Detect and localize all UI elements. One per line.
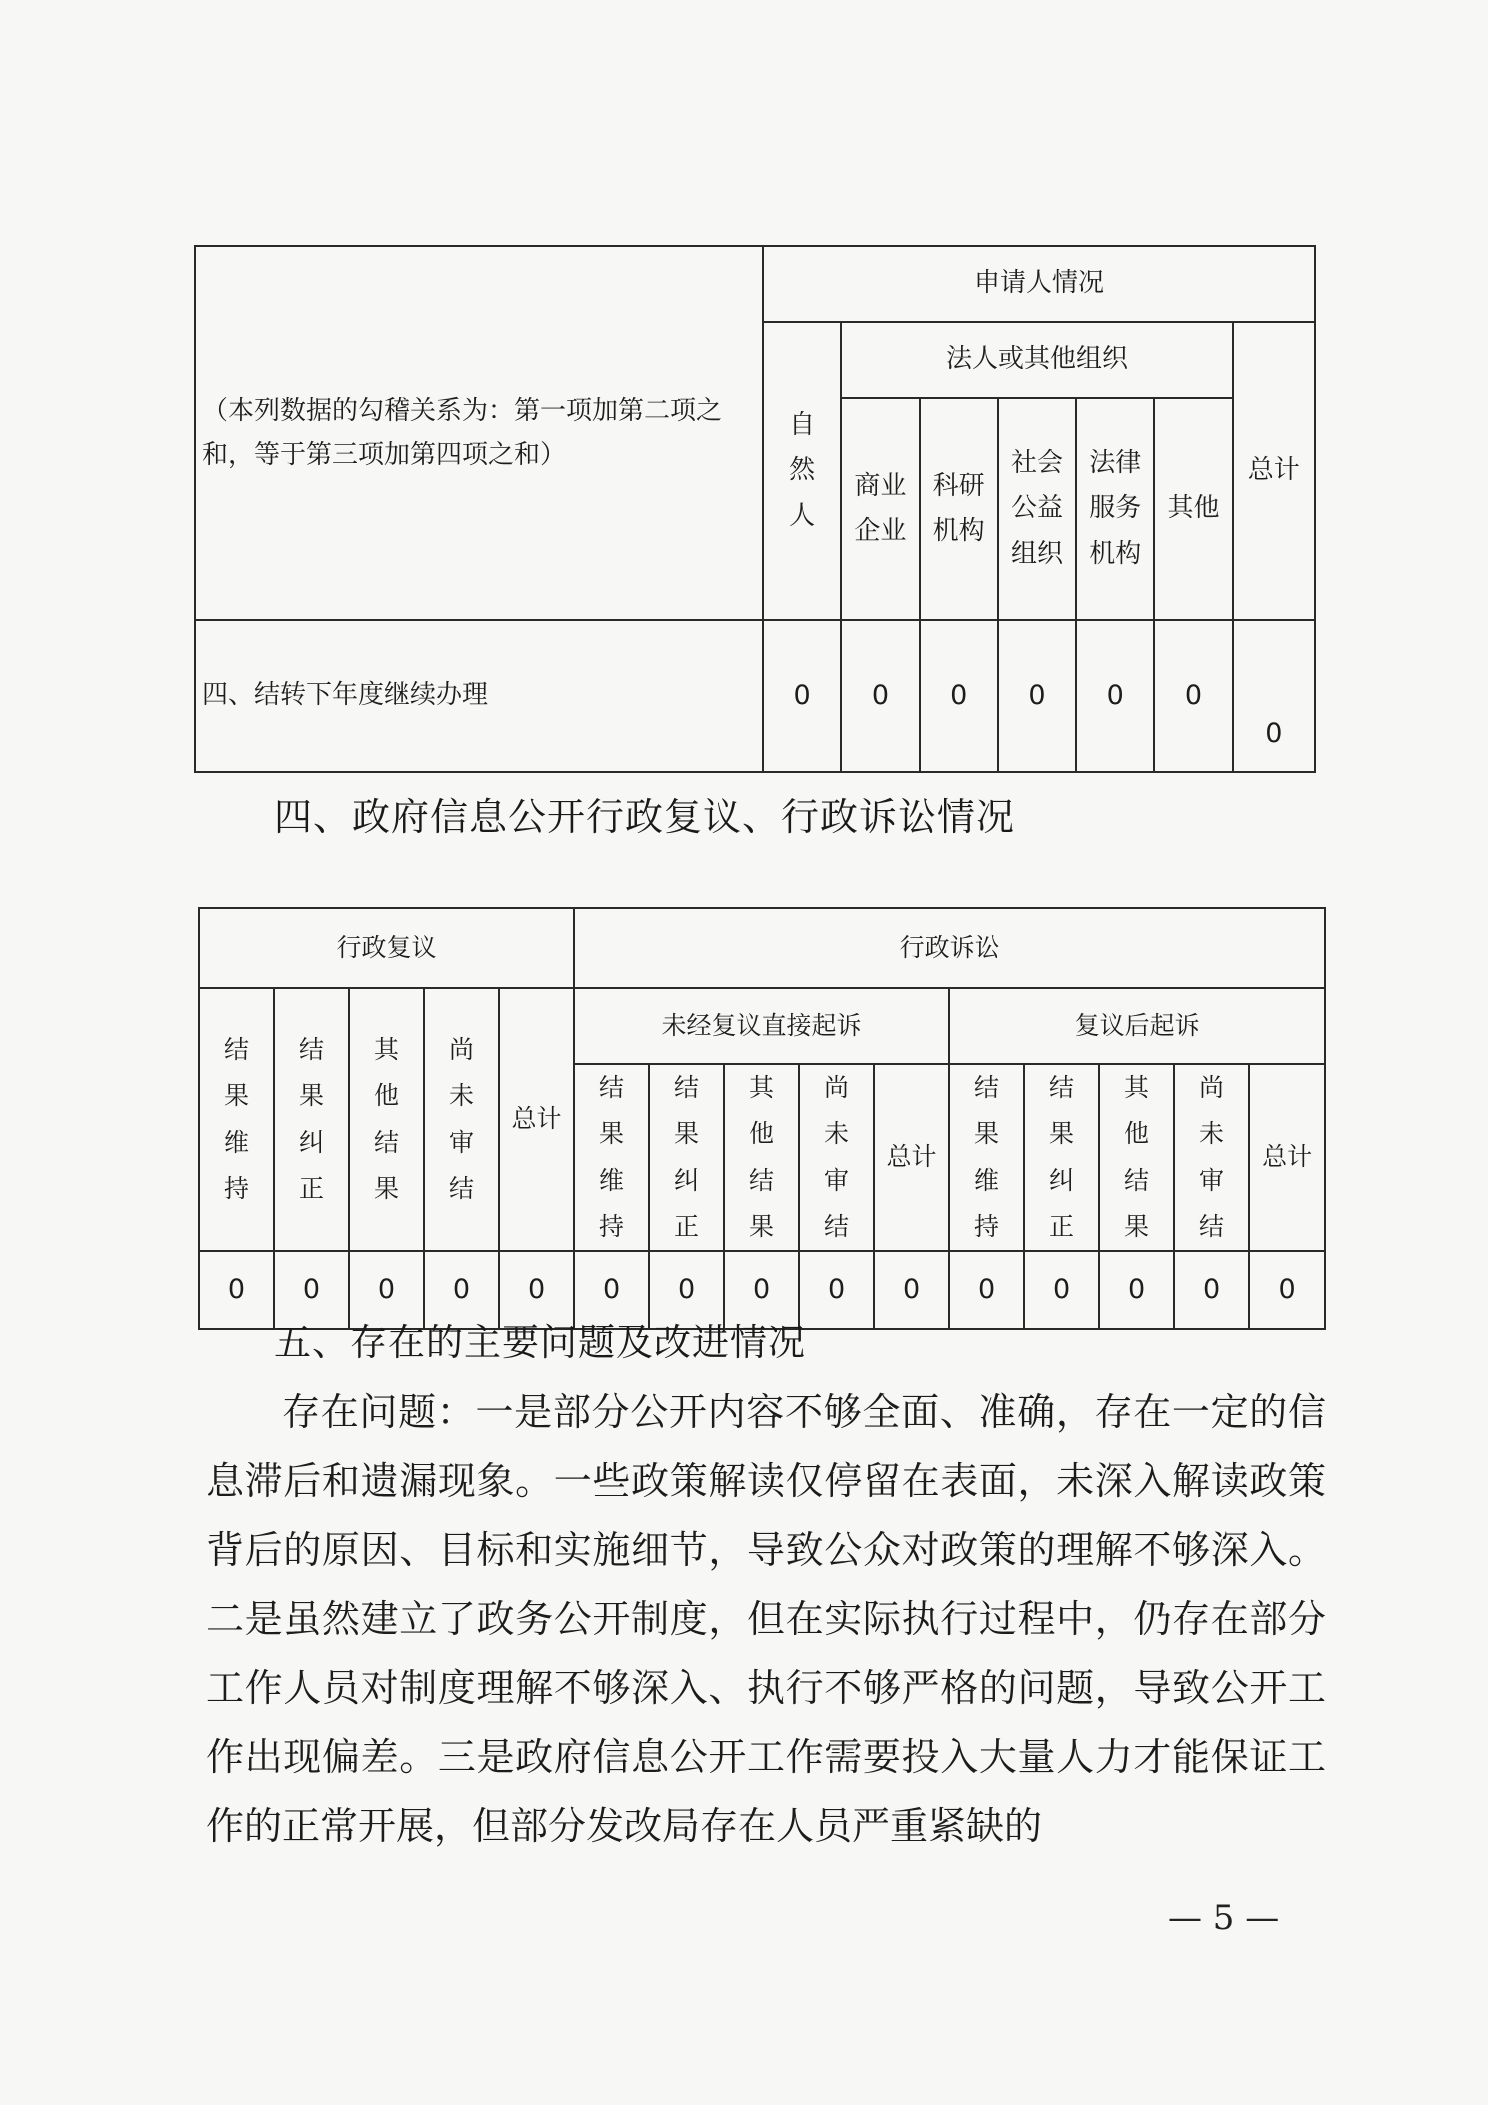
admin-review-header: 行政复议 [199,908,574,988]
applicant-header: 申请人情况 [763,246,1315,322]
legal-entity-header: 法人或其他组织 [841,322,1232,398]
org-col-research: 科研机构 [920,398,998,620]
page-number: — 5 — [1168,1898,1280,1938]
table-cell-value: 0 [949,1251,1024,1329]
review-col-pending: 尚未审结 [424,988,499,1251]
after-col-other: 其他结果 [1099,1064,1174,1251]
table-cell-value: 0 [349,1251,424,1329]
after-col-corrected: 结果纠正 [1024,1064,1099,1251]
table-cell-value: 0 [841,620,919,772]
paragraph-lead: 存在问题： [282,1390,476,1434]
table-cell-value: 0 [763,620,841,772]
review-col-corrected: 结果纠正 [274,988,349,1251]
after-col-pending: 尚未审结 [1174,1064,1249,1251]
table-cell-value: 0 [1174,1251,1249,1329]
direct-suit-header: 未经复议直接起诉 [574,988,949,1064]
org-col-public-welfare: 社会公益组织 [998,398,1076,620]
direct-col-pending: 尚未审结 [799,1064,874,1251]
table-cell-value: 0 [199,1251,274,1329]
after-col-maintained: 结果维持 [949,1064,1024,1251]
table-cell-value: 0 [499,1251,574,1329]
review-litigation-table [198,907,1326,1330]
direct-col-maintained: 结果维持 [574,1064,649,1251]
table-cell-value: 0 [1076,620,1154,772]
review-col-total: 总计 [499,988,574,1251]
table-cell-value: 0 [1249,1251,1325,1329]
org-col-other: 其他 [1154,398,1232,620]
review-col-maintained: 结果维持 [199,988,274,1251]
problems-paragraph [206,1378,1326,1861]
table-cell-value: 0 [1024,1251,1099,1329]
direct-col-corrected: 结果纠正 [649,1064,724,1251]
direct-col-total: 总计 [874,1064,949,1251]
table-cell-value: 0 [874,1251,949,1329]
org-col-business: 商业企业 [841,398,919,620]
table-cell-total: 0 [1233,620,1315,772]
table-cell-value: 0 [649,1251,724,1329]
table-cell-value: 0 [1099,1251,1174,1329]
admin-litigation-header: 行政诉讼 [574,908,1325,988]
table-cell-value: 0 [574,1251,649,1329]
table-cell-value: 0 [920,620,998,772]
after-col-total: 总计 [1249,1064,1325,1251]
applicant-carryover-table [194,245,1316,773]
table-cell-value: 0 [274,1251,349,1329]
after-review-suit-header: 复议后起诉 [949,988,1325,1064]
table-cell-value: 0 [724,1251,799,1329]
paragraph-text: 一是部分公开内容不够全面、准确，存在一定的信息滞后和遗漏现象。一些政策解读仅停留在表面，未深入解读政策背后的原因、目标和实施细节，导致公众对政策的理解不够深入。二是虽然建立了政务公开制度，但在实际执行过程中，仍存在部分工作人员对制度理解不够深入、执行不够严格的问题，导致公开工作出现偏差。三是政府信息公开工作需要投入大量人力才能保证工作的正常开展，但部分发改局存在人员严重紧缺的 [206,1390,1326,1848]
table-cell-value: 0 [1154,620,1232,772]
org-col-legal-service: 法律服务机构 [1076,398,1154,620]
direct-col-other: 其他结果 [724,1064,799,1251]
section-heading-4: 四、政府信息公开行政复议、行政诉讼情况 [274,795,1016,839]
natural-person-header: 自然人 [763,322,841,620]
total-header: 总计 [1233,322,1315,620]
section-heading-5: 五、存在的主要问题及改进情况 [274,1321,806,1364]
relation-note: （本列数据的勾稽关系为：第一项加第二项之和，等于第三项加第四项之和） [195,246,763,620]
table-cell-value: 0 [424,1251,499,1329]
review-col-other: 其他结果 [349,988,424,1251]
table-cell-value: 0 [998,620,1076,772]
table-cell-value: 0 [799,1251,874,1329]
carryover-row-label: 四、结转下年度继续办理 [195,620,763,772]
